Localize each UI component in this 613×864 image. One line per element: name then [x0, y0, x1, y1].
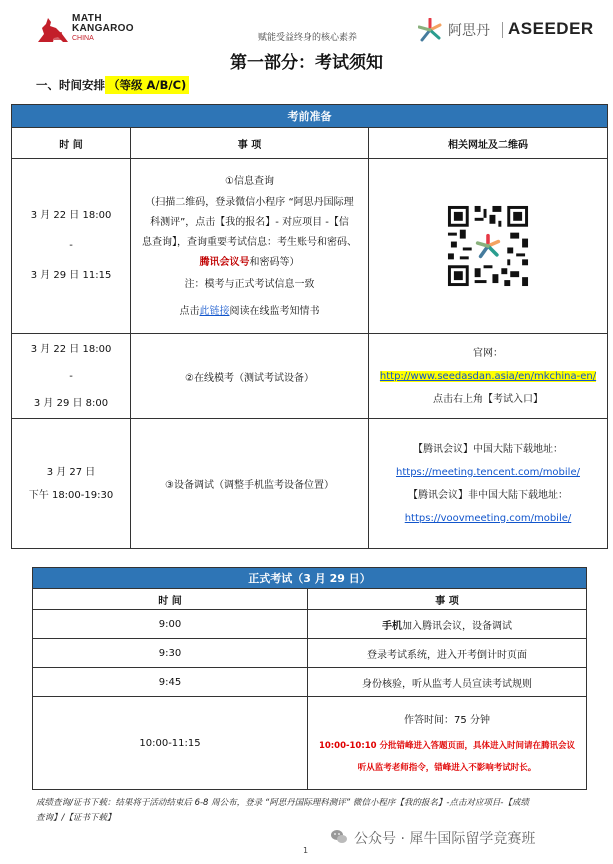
intl-download-label: 【腾讯会议】非中国大陆下载地址： [408, 489, 568, 501]
prep-band: 考前准备 [12, 105, 608, 128]
asdan-cn-name: 阿思丹 [448, 23, 490, 39]
col-header-item: 事 项 [131, 128, 369, 159]
item-text: 加入腾讯会议，设备调试 [402, 620, 512, 632]
item-cell [308, 697, 587, 790]
table-row [12, 159, 608, 334]
links-cell [369, 334, 608, 419]
formal-band: 正式考试（3 月 29 日） [33, 568, 587, 589]
logo-line-3: CHINA [72, 35, 94, 42]
qr-code-icon [445, 203, 531, 289]
info-query-title: ①信息查询 [225, 175, 274, 187]
item-cell [131, 159, 369, 334]
tencent-cn-download-link[interactable]: https://meeting.tencent.com/mobile/ [396, 466, 580, 478]
time-end: 3 月 29 日 11:15 [30, 270, 112, 281]
time-cell: 10:00-11:15 [33, 697, 308, 790]
info-query-line: 息查询】，查询重要考试信息：考生账号和密码、 [142, 236, 357, 248]
wechat-icon [330, 828, 348, 846]
date: 3 月 27 日 [46, 466, 96, 478]
logo-divider [502, 22, 503, 38]
time-dash: - [69, 370, 73, 382]
prep-header-row [12, 128, 608, 159]
col-header-links: 相关网址及二维码 [369, 128, 608, 159]
item-bold: 手机 [382, 620, 402, 632]
section-prefix: 一、时间安排 [36, 78, 105, 92]
prep-table [11, 104, 608, 549]
col-header-time: 时 间 [33, 589, 308, 610]
item-cell [308, 610, 587, 639]
item-cell: 身份核验，听从监考人员宣读考试规则 [308, 668, 587, 697]
info-query-line: 科测评”，点击【我的报名】- 对应项目 -【信 [150, 216, 349, 228]
time-start: 3 月 22 日 18:00 [30, 343, 112, 355]
cn-download-label: 【腾讯会议】中国大陆下载地址： [413, 443, 563, 455]
math-kangaroo-logo [36, 14, 146, 44]
level-highlight: （等级 A/B/C) [105, 76, 189, 94]
time-cell: 9:45 [33, 668, 308, 697]
time-cell: 9:00 [33, 610, 308, 639]
wechat-watermark [330, 828, 535, 848]
logo-line-2: KANGAROO [72, 23, 134, 34]
info-query-line: （扫描二维码，登录微信小程序 “阿思丹国际理 [145, 196, 354, 208]
time-dash: - [69, 240, 73, 251]
time-start: 3 月 22 日 18:00 [30, 210, 112, 221]
staggered-entry-note: 10:00-10:10 分批错峰进入答题页面，具体进入时间请在腾讯会议 [318, 741, 576, 751]
kangaroo-icon [36, 16, 70, 44]
aseeder-wordmark: ASEEDER [508, 19, 594, 38]
table-row [12, 419, 608, 549]
consent-line [131, 300, 368, 323]
time-end: 3 月 29 日 8:00 [33, 397, 109, 409]
page-number: 1 [303, 846, 309, 855]
voov-intl-download-link[interactable]: https://voovmeeting.com/mobile/ [404, 512, 572, 524]
asdan-star-icon [418, 18, 442, 42]
page-header [0, 0, 613, 48]
table-row [33, 610, 587, 639]
tencent-meeting-id-label: 腾讯会议号 [199, 256, 250, 268]
aseeder-logo [418, 16, 594, 46]
links-cell [369, 419, 608, 549]
time-cell [12, 159, 131, 334]
math-kangaroo-wordmark [72, 14, 134, 44]
time-cell [12, 334, 131, 419]
time-range: 下午 18:00-19:30 [28, 489, 114, 501]
section-title [36, 77, 189, 93]
item-cell: 登录考试系统，进入开考倒计时页面 [308, 639, 587, 668]
table-row [12, 334, 608, 419]
header-slogan: 赋能受益终身的核心素养 [258, 33, 358, 43]
time-cell: 9:30 [33, 639, 308, 668]
official-site-link[interactable]: http://www.seedasdan.asia/en/mkchina-en/ [379, 370, 597, 382]
cn-download-line [369, 461, 607, 484]
table-row [33, 668, 587, 697]
consent-link[interactable]: 此链接 [199, 305, 230, 317]
footnote-line: 查询】/【证书下载】 [36, 813, 116, 823]
formal-exam-table [32, 567, 587, 790]
item-cell: ③设备调试（调整手机监考设备位置） [131, 419, 369, 549]
part-title: 第一部分：考试须知 [230, 53, 383, 73]
staggered-entry-note: 听从监考老师指令，错峰进入不影响考试时长。 [357, 763, 537, 773]
consent-pre: 点击 [179, 305, 200, 317]
table-row [33, 697, 587, 790]
footnote-line: 成绩查询/证书下载：结果将于活动结束后 6-8 周公布，登录 “阿思丹国际理科测评” 微信小程序【我的报名】-点击对应项目-【成绩 [36, 798, 530, 808]
intl-download-line [369, 507, 607, 530]
watermark-text: 公众号 · 犀牛国际留学竞赛班 [354, 831, 536, 847]
qr-cell [369, 159, 608, 334]
col-header-item: 事 项 [308, 589, 587, 610]
info-query-line [131, 253, 368, 273]
results-footnote [36, 796, 596, 826]
site-note: 点击右上角【考试入口】 [433, 393, 543, 405]
col-header-time: 时 间 [12, 128, 131, 159]
formal-band-row [33, 568, 587, 589]
logo-line-1: MATH [72, 13, 103, 24]
prep-band-row [12, 105, 608, 128]
site-url-line [369, 365, 607, 388]
time-cell [12, 419, 131, 549]
info-query-rest: 和密码等） [249, 256, 300, 268]
formal-header-row [33, 589, 587, 610]
table-row [33, 639, 587, 668]
site-label: 官网： [473, 347, 503, 359]
consent-post: 阅读在线监考知情书 [229, 305, 320, 317]
mock-note: 注：模考与正式考试信息一致 [184, 278, 315, 290]
duration: 作答时间：75 分钟 [404, 715, 490, 726]
item-cell: ②在线模考（测试考试设备） [131, 334, 369, 419]
